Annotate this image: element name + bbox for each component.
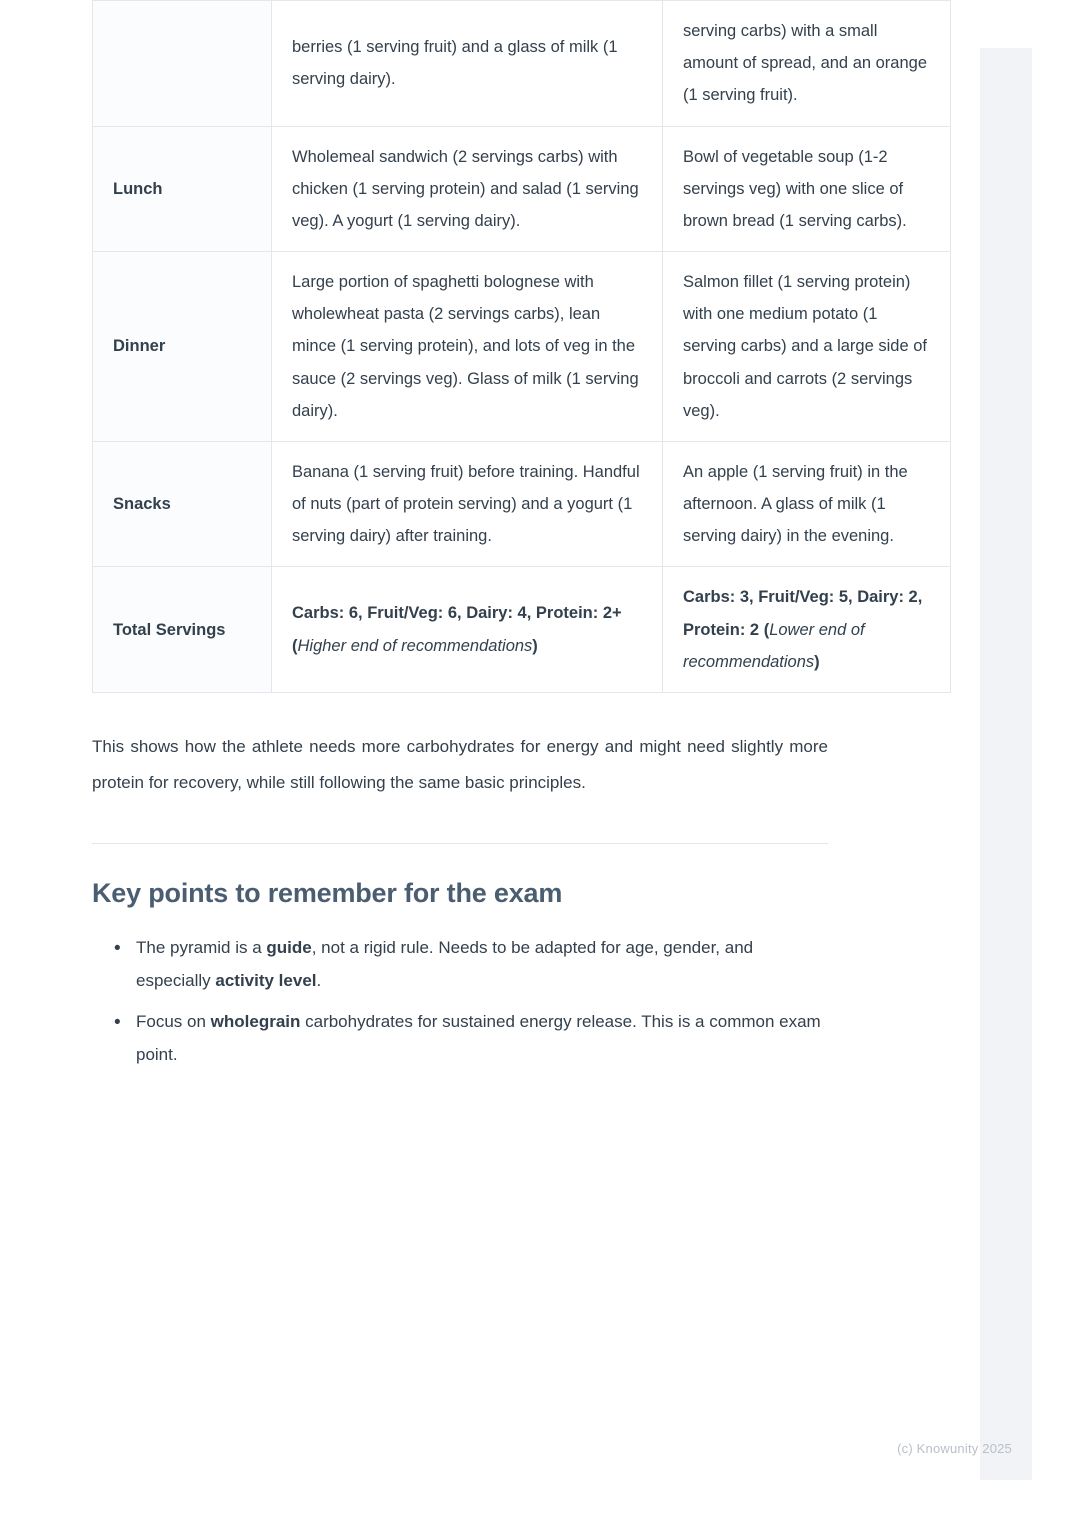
list-item bbox=[114, 931, 828, 997]
point-text-1a: The pyramid is a bbox=[136, 937, 267, 957]
watermark: (c) Knowunity 2025 bbox=[897, 1441, 1012, 1456]
cell-standard-plan: Salmon fillet (1 serving protein) with one medium potato (1 serving carbs) and a large side of broccoli and carrots (2 servings veg). bbox=[663, 252, 951, 442]
page-right-gutter bbox=[976, 48, 1032, 1480]
cell-athlete-plan: Banana (1 serving fruit) before training. Handful of nuts (part of protein serving) and a yogurt (1 serving dairy) after training. bbox=[272, 441, 663, 567]
document-content bbox=[92, 0, 928, 1080]
total-standard-bold: Carbs: 3, Fruit/Veg: 5, Dairy: 2, Protein: 2 bbox=[683, 588, 923, 639]
point-bold-2a: wholegrain bbox=[210, 1012, 301, 1032]
row-label-total: Total Servings bbox=[93, 567, 272, 693]
table-row bbox=[93, 1, 951, 127]
total-athlete-note: Higher end of recommendations bbox=[297, 636, 533, 655]
row-label-lunch: Lunch bbox=[93, 126, 272, 252]
row-label-snacks: Snacks bbox=[93, 441, 272, 567]
cell-athlete-plan: Large portion of spaghetti bolognese with wholewheat pasta (2 servings carbs), lean mince (1 serving protein), and lots of veg in the sauce (2 servings veg). Glass of milk (1 serving dairy). bbox=[272, 252, 663, 442]
total-standard-note: Lower end of recommendations bbox=[683, 620, 865, 671]
summary-paragraph: This shows how the athlete needs more carbohydrates for energy and might need slightly more protein for recovery, while still following the same basic principles. bbox=[92, 736, 828, 792]
table-row bbox=[93, 126, 951, 252]
cell-total-standard: Carbs: 3, Fruit/Veg: 5, Dairy: 2, Protein: 2 (Lower end of recommendations) bbox=[663, 567, 951, 693]
cell-athlete-plan: Wholemeal sandwich (2 servings carbs) with chicken (1 serving protein) and salad (1 serving veg). A yogurt (1 serving dairy). bbox=[272, 126, 663, 252]
point-text-1c: . bbox=[316, 971, 322, 991]
point-text-2b: carbohydrates for sustained energy release. This is a common exam point. bbox=[136, 1012, 821, 1065]
table-row-total bbox=[93, 567, 951, 693]
total-athlete-bold: Carbs: 6, Fruit/Veg: 6, Dairy: 4, Protein: 2+ bbox=[292, 604, 622, 623]
point-bold-1a: guide bbox=[266, 937, 312, 957]
section-divider bbox=[92, 843, 828, 844]
cell-standard-plan: An apple (1 serving fruit) in the afternoon. A glass of milk (1 serving dairy) in the evening. bbox=[663, 441, 951, 567]
cell-standard-plan: serving carbs) with a small amount of spread, and an orange (1 serving fruit). bbox=[663, 1, 951, 127]
cell-athlete-plan: berries (1 serving fruit) and a glass of milk (1 serving dairy). bbox=[272, 1, 663, 127]
page-title: Key points to remember for the exam bbox=[92, 877, 563, 908]
key-points-list bbox=[92, 931, 828, 1072]
cell-total-athlete: Carbs: 6, Fruit/Veg: 6, Dairy: 4, Protein: 2+ (Higher end of recommendations) bbox=[272, 567, 663, 693]
scrollbar-track[interactable] bbox=[975, 48, 980, 1480]
table-row bbox=[93, 252, 951, 442]
point-text-1b: , not a rigid rule. Needs to be adapted for age, gender, and especially bbox=[136, 937, 754, 991]
row-label bbox=[93, 1, 272, 127]
row-label-dinner: Dinner bbox=[93, 252, 272, 442]
point-text-2a: Focus on bbox=[136, 1012, 211, 1032]
meal-comparison-table bbox=[92, 0, 951, 693]
table-row bbox=[93, 441, 951, 567]
point-bold-1b: activity level bbox=[215, 971, 317, 991]
cell-standard-plan: Bowl of vegetable soup (1-2 servings veg) with one slice of brown bread (1 serving carbs). bbox=[663, 126, 951, 252]
list-item bbox=[114, 1005, 828, 1071]
